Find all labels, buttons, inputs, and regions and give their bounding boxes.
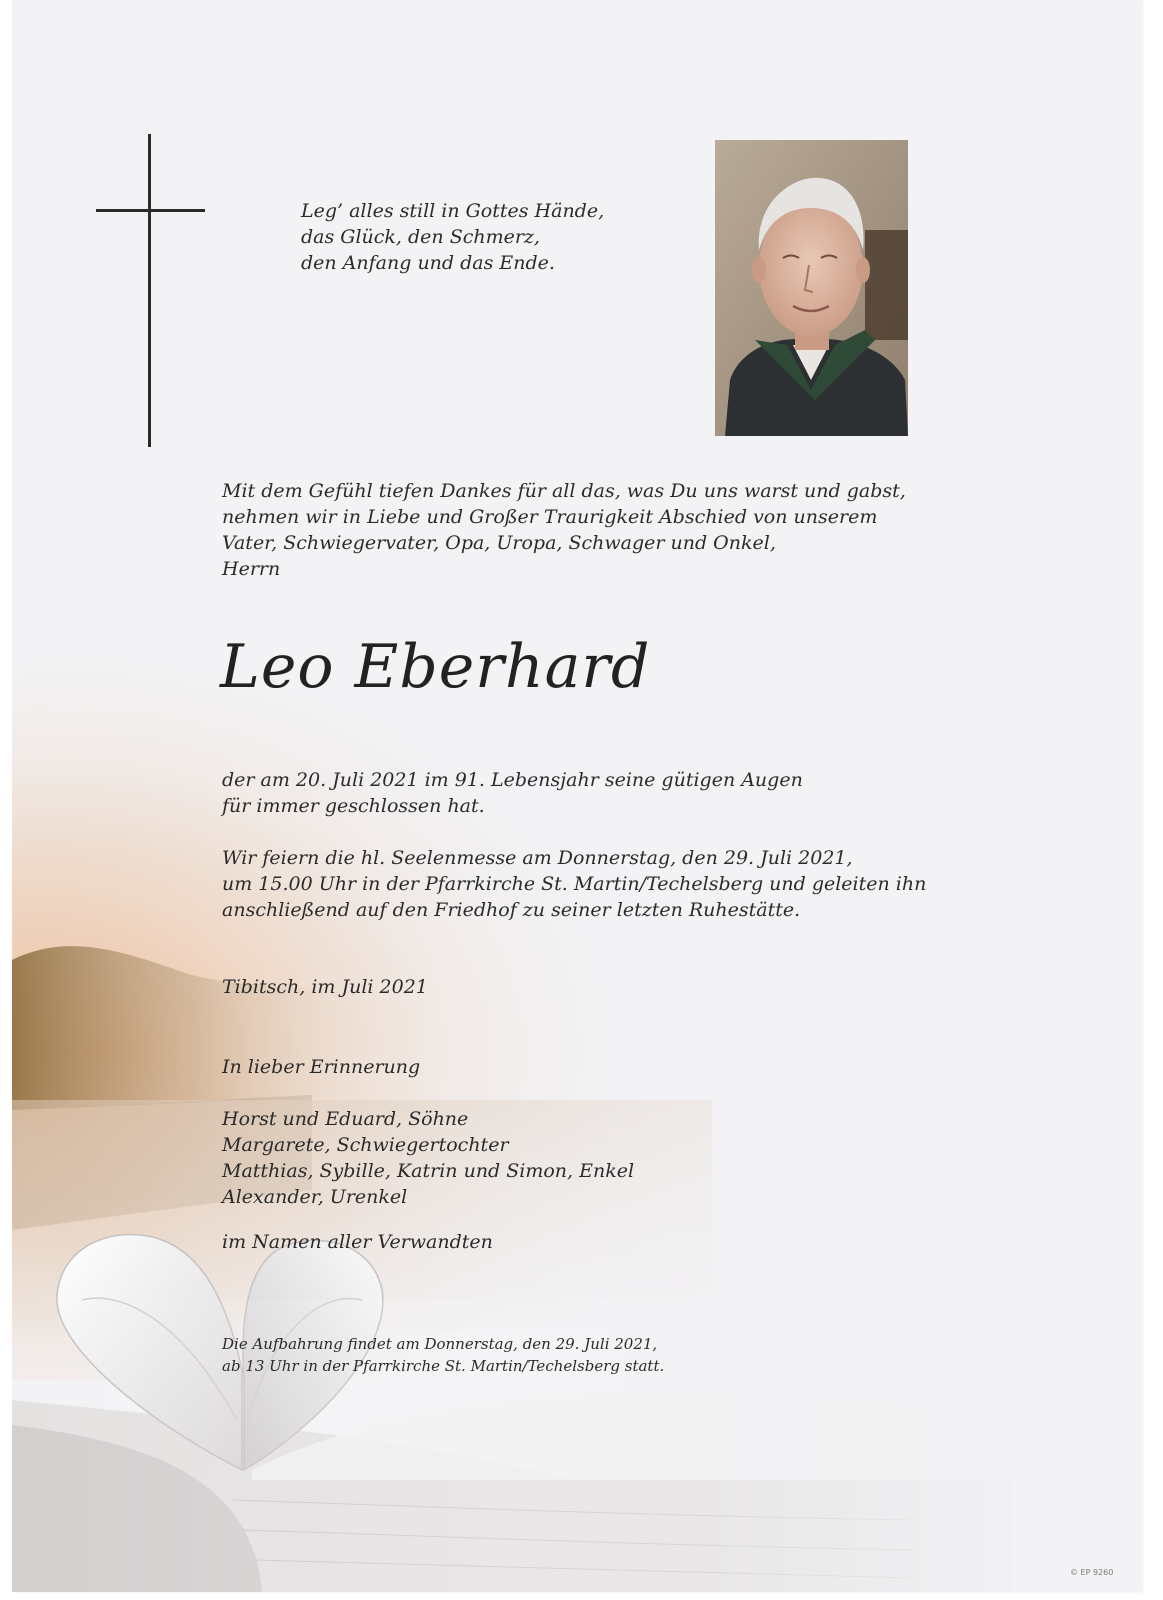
viewing-line: Die Aufbahrung findet am Donnerstag, den 29. Juli 2021,	[222, 1335, 658, 1353]
intro-line: Vater, Schwiegervater, Opa, Uropa, Schwager und Onkel,	[222, 532, 776, 554]
death-notice-text	[222, 767, 803, 819]
intro-text	[222, 478, 906, 582]
mourners-list	[222, 1106, 634, 1210]
viewing-line: ab 13 Uhr in der Pfarrkirche St. Martin/Techelsberg statt.	[222, 1357, 665, 1375]
cross-horizontal-bar	[96, 209, 205, 212]
relatives-note: im Namen aller Verwandten	[222, 1231, 493, 1253]
mourner-item: Margarete, Schwiegertochter	[222, 1134, 509, 1156]
verse-line: das Glück, den Schmerz,	[301, 226, 540, 248]
memory-heading: In lieber Erinnerung	[222, 1056, 421, 1078]
mourner-item: Horst und Eduard, Söhne	[222, 1108, 469, 1130]
verse-line: den Anfang und das Ende.	[301, 252, 555, 274]
mass-line: anschließend auf den Friedhof zu seiner letzten Ruhestätte.	[222, 899, 801, 921]
viewing-details-text	[222, 1333, 664, 1377]
cross-vertical-bar	[148, 134, 151, 447]
intro-line: Herrn	[222, 558, 281, 580]
intro-line: nehmen wir in Liebe und Großer Traurigkeit Abschied von unserem	[222, 506, 878, 528]
mass-line: um 15.00 Uhr in der Pfarrkirche St. Martin/Techelsberg und geleiten ihn	[222, 873, 927, 895]
copyright-mark: © EP 9260	[1070, 1568, 1114, 1577]
intro-line: Mit dem Gefühl tiefen Dankes für all das, was Du uns warst und gabst,	[222, 480, 906, 502]
death-line: für immer geschlossen hat.	[222, 795, 485, 817]
verse-line: Leg’ alles still in Gottes Hände,	[301, 200, 605, 222]
mourner-item: Alexander, Urenkel	[222, 1186, 408, 1208]
death-line: der am 20. Juli 2021 im 91. Lebensjahr seine gütigen Augen	[222, 769, 803, 791]
mass-details-text	[222, 845, 926, 923]
mourner-item: Matthias, Sybille, Katrin und Simon, Enkel	[222, 1160, 635, 1182]
obituary-page	[12, 0, 1142, 1592]
mass-line: Wir feiern die hl. Seelenmesse am Donnerstag, den 29. Juli 2021,	[222, 847, 853, 869]
verse-text	[301, 198, 604, 276]
portrait-photo	[715, 140, 908, 436]
deceased-name: Leo Eberhard	[220, 632, 651, 702]
place-date: Tibitsch, im Juli 2021	[222, 976, 428, 998]
